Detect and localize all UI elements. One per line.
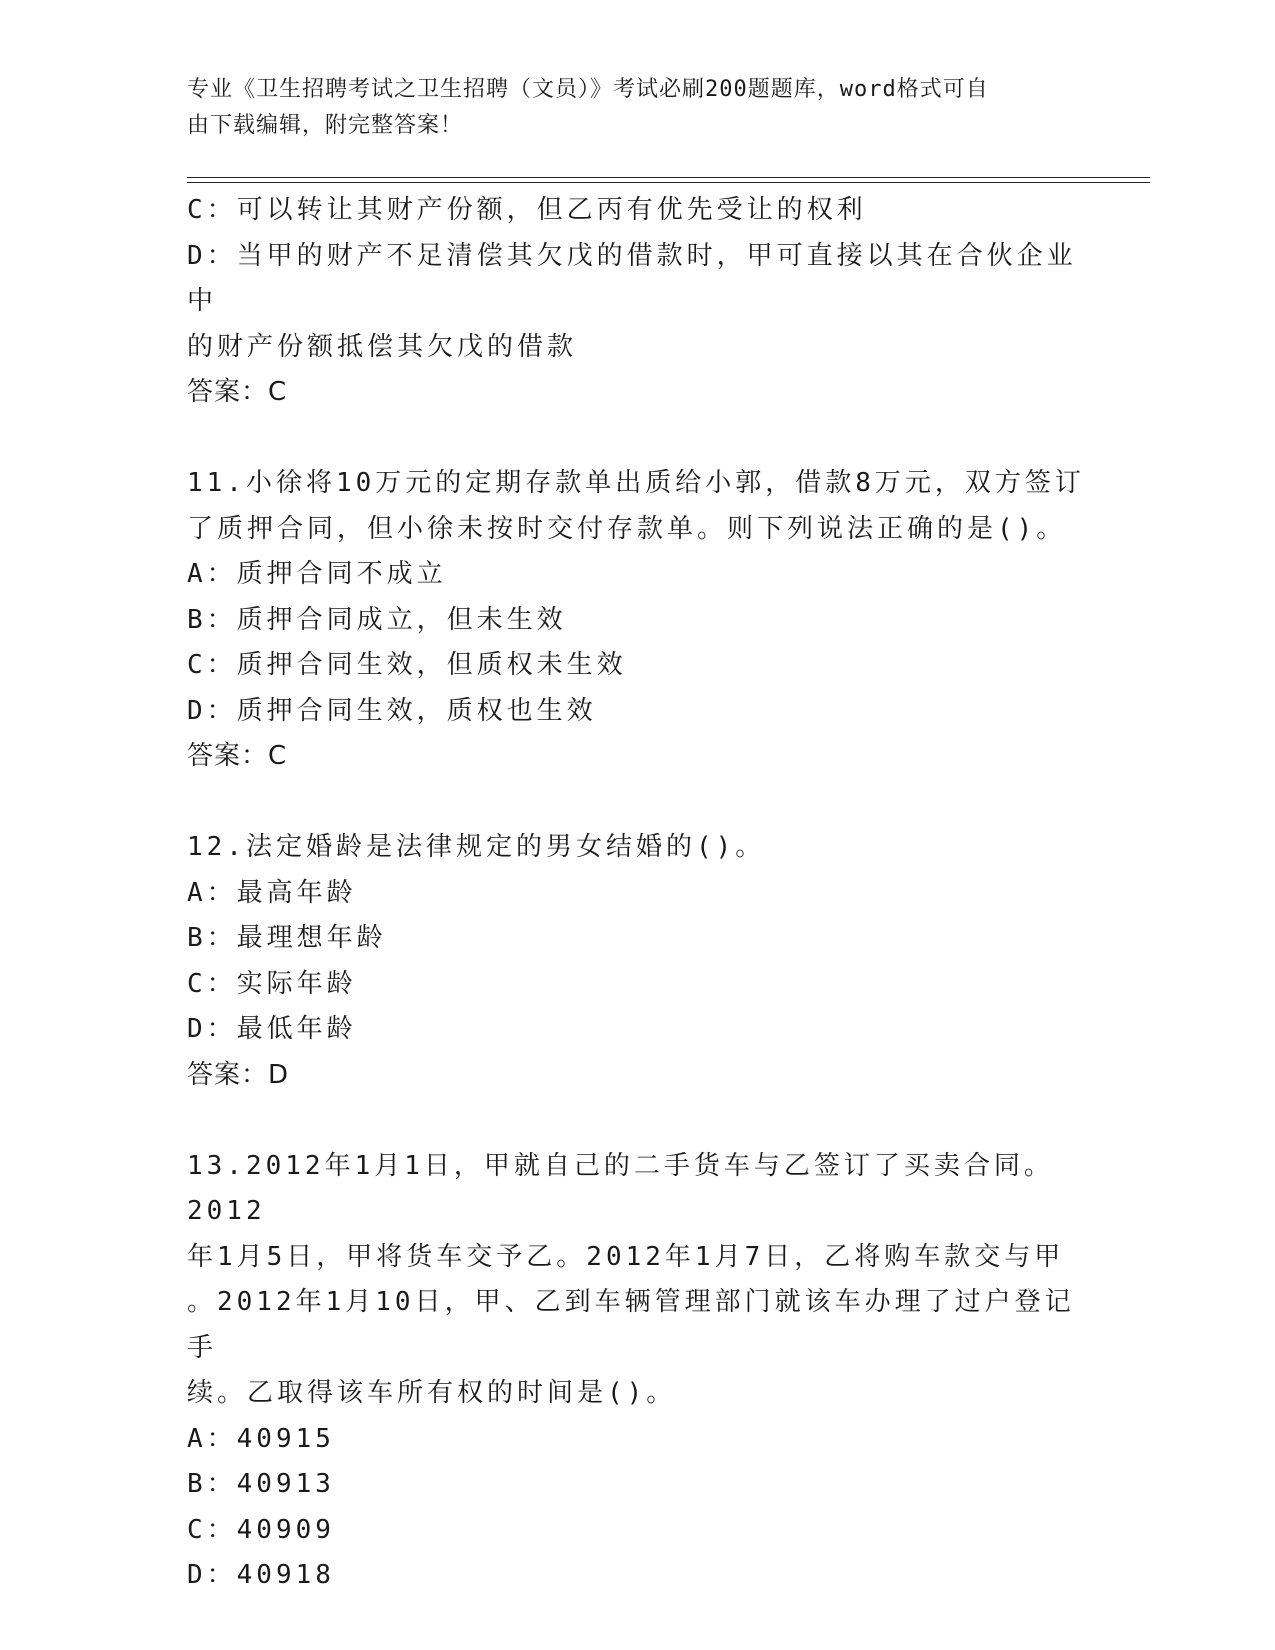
header-line-1: 专业《卫生招聘考试之卫生招聘（文员）》考试必刷200题题库，word格式可自 [187,77,989,102]
question-11 [187,461,1087,780]
question-stem: 。2012年1月10日，甲、乙到车辆管理部门就该车办理了过户登记手 [187,1287,1075,1363]
header-line-2: 由下载编辑，附完整答案！ [187,113,464,138]
option-d: D：40918 [187,1560,335,1590]
option-c: C：可以转让其财产份额，但乙丙有优先受让的权利 [187,195,867,225]
option-d: D：质押合同生效，质权也生效 [187,695,597,726]
option-c: C：40909 [187,1514,335,1545]
answer: 答案：D [187,1059,290,1090]
option-b: B：40913 [187,1469,335,1499]
option-a: A：质押合同不成立 [187,559,447,589]
question-content [187,188,1087,1599]
option-c: C：实际年龄 [187,968,357,999]
option-b: B：质押合同成立，但未生效 [187,604,567,635]
question-10-fragment [187,188,1087,416]
question-stem: 11.小徐将10万元的定期存款单出质给小郭，借款8万元，双方签订 [187,468,1085,498]
header-rule-bottom [187,182,1150,183]
answer: 答案：C [187,377,288,407]
option-c: C：质押合同生效，但质权未生效 [187,650,627,680]
spacer [187,416,1087,462]
question-stem: 13.2012年1月1日，甲就自己的二手货车与乙签订了买卖合同。2012 [187,1150,1054,1226]
option-a: A：40915 [187,1423,335,1454]
question-stem: 续。乙取得该车所有权的时间是()。 [187,1378,677,1408]
option-d: D：当甲的财产不足清偿其欠戊的借款时，甲可直接以其在合伙企业中 [187,240,1077,316]
option-a: A：最高年龄 [187,877,357,908]
option-d: D：最低年龄 [187,1014,357,1044]
question-stem: 年1月5日，甲将货车交予乙。2012年1月7日，乙将购车款交与甲 [187,1241,1065,1272]
spacer [187,780,1087,826]
page-header [187,72,1087,144]
question-stem: 了质押合同，但小徐未按时交付存款单。则下列说法正确的是()。 [187,513,1067,544]
spacer [187,1098,1087,1144]
header-rule-top [187,177,1150,178]
question-13 [187,1144,1087,1599]
option-b: B：最理想年龄 [187,923,387,953]
question-12 [187,825,1087,1098]
option-d-continued: 的财产份额抵偿其欠戊的借款 [187,331,578,362]
answer: 答案：C [187,741,288,771]
question-stem: 12.法定婚龄是法律规定的男女结婚的()。 [187,832,766,862]
